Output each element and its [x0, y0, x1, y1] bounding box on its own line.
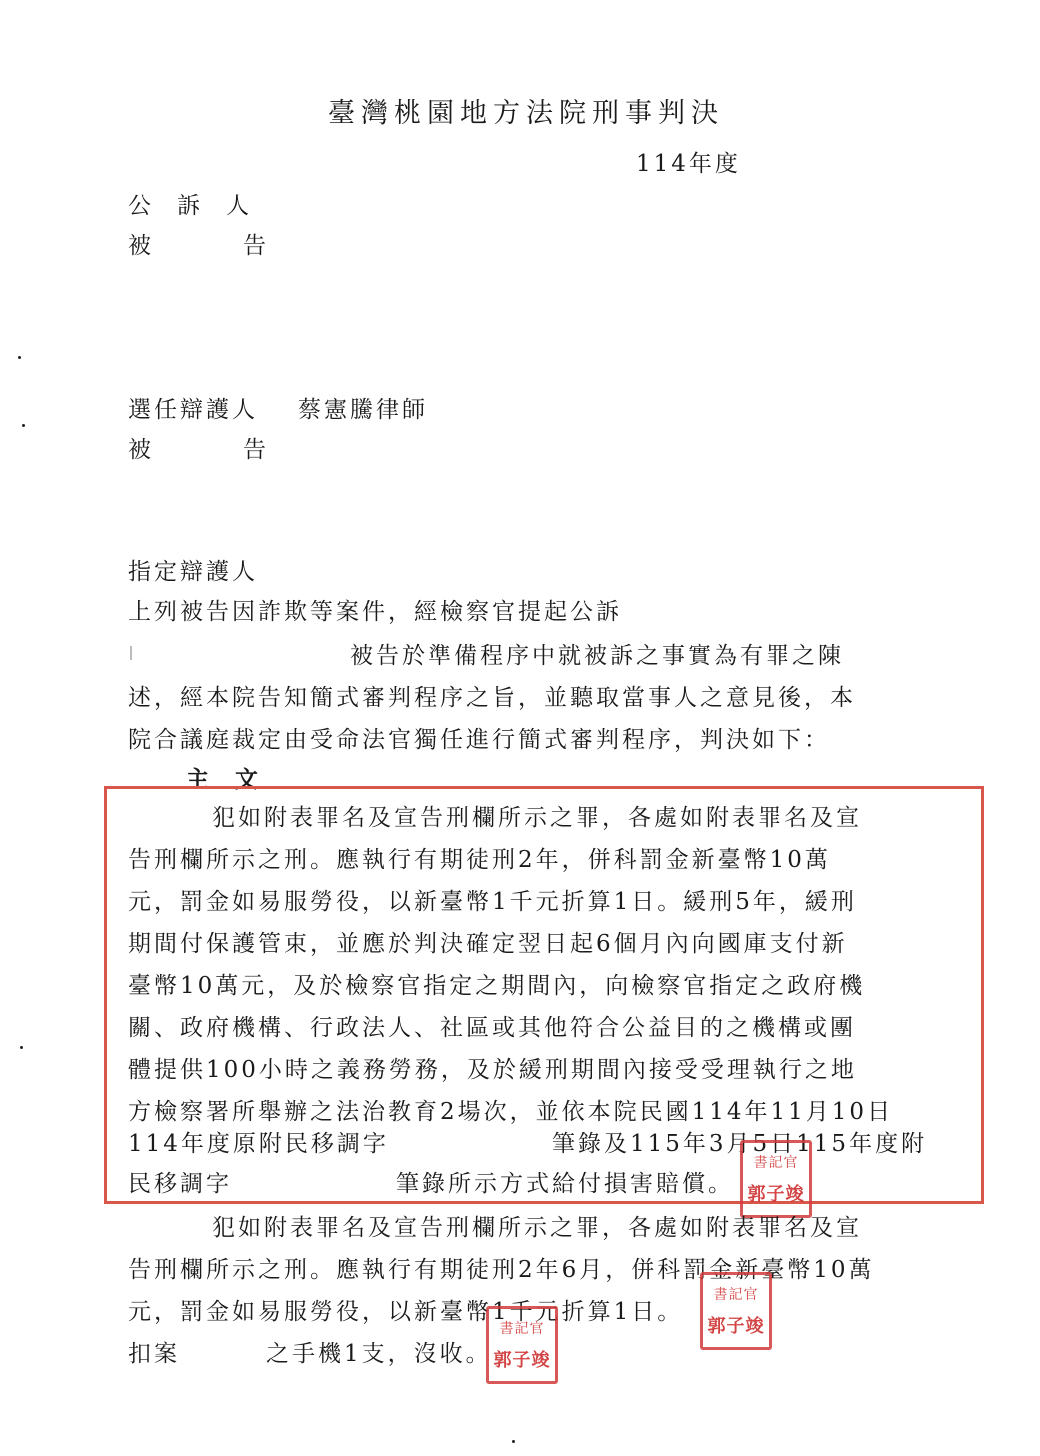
- seal-title: 書記官: [713, 1287, 759, 1303]
- scan-speck: [20, 1046, 23, 1049]
- appointed-counsel-label: 指定辯護人: [128, 559, 258, 585]
- verdict-heading: 主文: [186, 766, 284, 793]
- verdict-line: 民移調字: [128, 1171, 232, 1197]
- verdict-line: 關、政府機構、行政法人、社區或其他符合公益目的之機構或團: [128, 1015, 856, 1041]
- verdict-line: 期間付保護管束，並應於判決確定翌日起6個月內向國庫支付新: [128, 931, 848, 957]
- second-verdict-line: 犯如附表罪名及宣告刑欄所示之罪，各處如附表罪名及宣: [212, 1215, 862, 1241]
- scan-speck: [512, 1440, 515, 1443]
- seal-name: 郭子竣: [747, 1184, 805, 1205]
- clerk-seal: [740, 1140, 812, 1218]
- scan-mark: [130, 646, 132, 660]
- scan-speck: [22, 424, 25, 427]
- verdict-line: 元，罰金如易服勞役，以新臺幣1千元折算1日。緩刑5年，緩刑: [128, 889, 857, 915]
- verdict-line: 筆錄及115年3月5日115年度附: [552, 1131, 928, 1157]
- verdict-line: 臺幣10萬元，及於檢察官指定之期間內，向檢察官指定之政府機: [128, 973, 866, 999]
- second-verdict-line: 扣案: [128, 1341, 180, 1367]
- defendant-label-2: 被告: [128, 437, 358, 463]
- clerk-seal: [700, 1272, 772, 1350]
- second-verdict-line: 告刑欄所示之刑。應執行有期徒刑2年6月，併科罰金新臺幣10萬: [128, 1257, 875, 1283]
- verdict-line: 體提供100小時之義務勞務，及於緩刑期間內接受受理執行之地: [128, 1057, 857, 1083]
- verdict-line: 114年度原附民移調字: [128, 1131, 389, 1157]
- seal-title: 書記官: [753, 1155, 799, 1171]
- clerk-seal: [486, 1306, 558, 1384]
- body-line-1: 上列被告因詐欺等案件，經檢察官提起公訴: [128, 599, 622, 625]
- defendant-label-1: 被告: [128, 233, 358, 259]
- scan-speck: [18, 356, 21, 359]
- second-verdict-line: 元，罰金如易服勞役，以新臺幣1千元折算1日。: [128, 1299, 684, 1325]
- body-line-2: 被告於準備程序中就被訴之事實為有罪之陳: [350, 643, 844, 669]
- defense-counsel-label: 選任辯護人: [128, 397, 258, 423]
- verdict-line: 方檢察署所舉辦之法治教育2場次，並依本院民國114年11月10日: [128, 1099, 894, 1125]
- verdict-line: 筆錄所示方式給付損害賠償。: [396, 1171, 734, 1197]
- defense-counsel-name: 蔡憲騰律師: [298, 397, 428, 423]
- body-line-3: 述，經本院告知簡式審判程序之旨，並聽取當事人之意見後，本: [128, 685, 856, 711]
- seal-name: 郭子竣: [493, 1350, 551, 1371]
- document-title: 臺灣桃園地方法院刑事判決: [328, 98, 724, 129]
- seal-name: 郭子竣: [707, 1316, 765, 1337]
- second-verdict-line: 之手機1支，沒收。: [266, 1341, 492, 1367]
- seal-title: 書記官: [499, 1321, 545, 1337]
- prosecutor-label: 公訴人: [128, 193, 275, 219]
- verdict-line: 告刑欄所示之刑。應執行有期徒刑2年，併科罰金新臺幣10萬: [128, 847, 831, 873]
- verdict-line: 犯如附表罪名及宣告刑欄所示之罪，各處如附表罪名及宣: [212, 805, 862, 831]
- case-year: 114年度: [636, 151, 741, 177]
- body-line-4: 院合議庭裁定由受命法官獨任進行簡式審判程序，判決如下：: [128, 727, 830, 753]
